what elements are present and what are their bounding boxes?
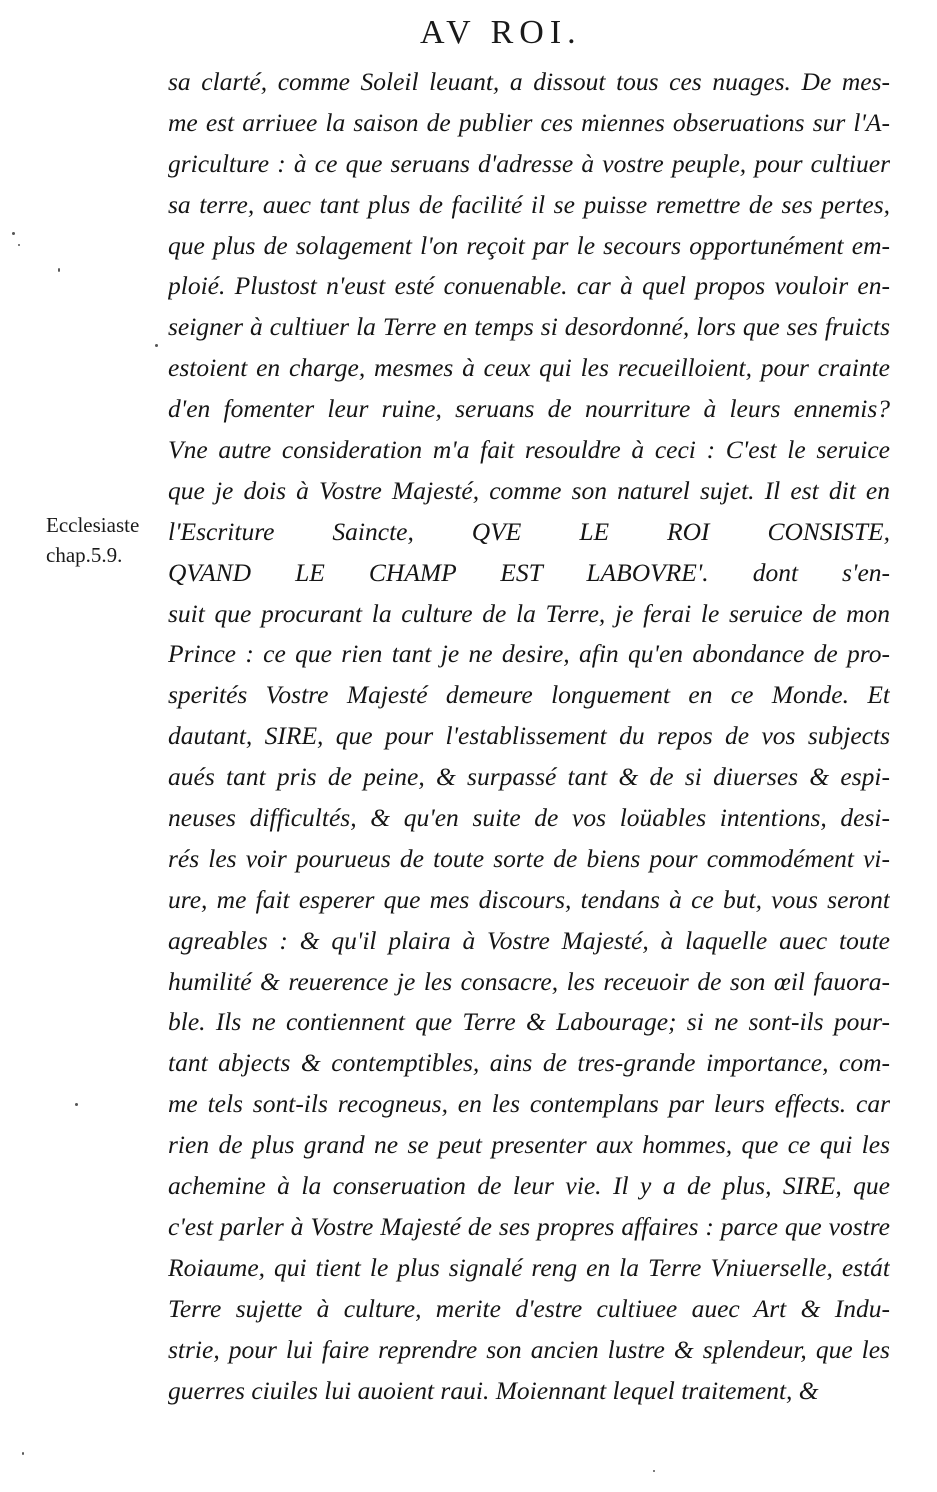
text-line: Vne autre consideration m'a fait resouldre à ceci : C'est le seruice	[168, 435, 890, 465]
text-line: ble. Ils ne contiennent que Terre & Labourage; si ne sont-ils pour-	[168, 1007, 890, 1037]
scan-speck	[155, 344, 158, 347]
margin-note-line: Ecclesiaste	[46, 513, 140, 537]
text-line: d'en fomenter leur ruine, seruans de nourriture à leurs ennemis?	[168, 394, 890, 424]
text-line: agreables : & qu'il plaira à Vostre Majesté, à laquelle auec toute	[168, 925, 890, 955]
text-line: humilité & reuerence je les consacre, les receuoir de son œil fauora-	[168, 966, 890, 996]
text-line: ure, me fait esperer que mes discours, tendans à ce but, vous seront	[168, 884, 890, 914]
scan-speck	[653, 1470, 655, 1472]
text-line: achemine à la conseruation de leur vie. Il y a de plus, SIRE, que	[168, 1171, 890, 1201]
text-line: seigner à cultiuer la Terre en temps si desordonné, lors que ses fruicts	[168, 312, 890, 342]
text-line: l'Escriture Saincte, QVE LE ROI CONSISTE,	[168, 516, 890, 546]
text-line: estoient en charge, mesmes à ceux qui les recueilloient, pour crainte	[168, 353, 890, 383]
text-line: guerres ciuiles lui auoient raui. Moiennant lequel traitement, &	[168, 1375, 819, 1405]
scan-speck	[22, 1452, 24, 1455]
text-line: sperités Vostre Majesté demeure longuement en ce Monde. Et	[168, 680, 890, 710]
scan-speck	[75, 1103, 78, 1106]
text-line: que plus de solagement l'on reçoit par le secours opportunément em-	[168, 230, 890, 260]
scan-speck	[12, 232, 15, 235]
margin-note	[46, 510, 164, 570]
text-line: me tels sont-ils recogneus, en les contemplans par leurs effects. car	[168, 1089, 890, 1119]
scan-speck	[58, 268, 60, 272]
margin-note-line: chap.5.9.	[46, 543, 123, 567]
text-line: rés les voir pourueus de toute sorte de biens pour commodément vi-	[168, 843, 890, 873]
text-line: c'est parler à Vostre Majesté de ses propres affaires : parce que vostre	[168, 1211, 890, 1241]
text-line: tant abjects & contemptibles, ains de tres-grande importance, com-	[168, 1048, 890, 1078]
running-head: AV ROI.	[420, 14, 582, 51]
body-text	[168, 62, 890, 1411]
text-line: QVAND LE CHAMP EST LABOVRE'. dont s'en-	[168, 557, 890, 587]
scan-speck	[18, 244, 20, 246]
text-line: Terre sujette à culture, merite d'estre cultiuee auec Art & Indu-	[168, 1293, 890, 1323]
text-line: ploié. Plustost n'eust esté conuenable. car à quel propos vouloir en-	[168, 271, 890, 301]
text-line: sa clarté, comme Soleil leuant, a dissout tous ces nuages. De mes-	[168, 67, 890, 96]
text-line: que je dois à Vostre Majesté, comme son naturel sujet. Il est dit en	[168, 475, 890, 505]
text-line: dautant, SIRE, que pour l'establissement du repos de vos subjects	[168, 721, 890, 751]
text-line: Roiaume, qui tient le plus signalé reng en la Terre Vniuerselle, estát	[168, 1252, 890, 1282]
text-line: Prince : ce que rien tant je ne desire, afin qu'en abondance de pro-	[168, 639, 890, 669]
text-line: strie, pour lui faire reprendre son ancien lustre & splendeur, que les	[168, 1334, 890, 1364]
text-line: griculture : à ce que seruans d'adresse à vostre peuple, pour cultiuer	[168, 148, 890, 178]
text-line: me est arriuee la saison de publier ces miennes obseruations sur l'A-	[168, 107, 890, 137]
text-line: suit que procurant la culture de la Terre, je ferai le seruice de mon	[168, 598, 890, 628]
text-line: aués tant pris de peine, & surpassé tant & de si diuerses & espi-	[168, 762, 890, 792]
text-line: sa terre, auec tant plus de facilité il se puisse remettre de ses pertes,	[168, 189, 890, 219]
text-line: neuses difficultés, & qu'en suite de vos loüables intentions, desi-	[168, 803, 890, 833]
text-line: rien de plus grand ne se peut presenter aux hommes, que ce qui les	[168, 1130, 890, 1160]
